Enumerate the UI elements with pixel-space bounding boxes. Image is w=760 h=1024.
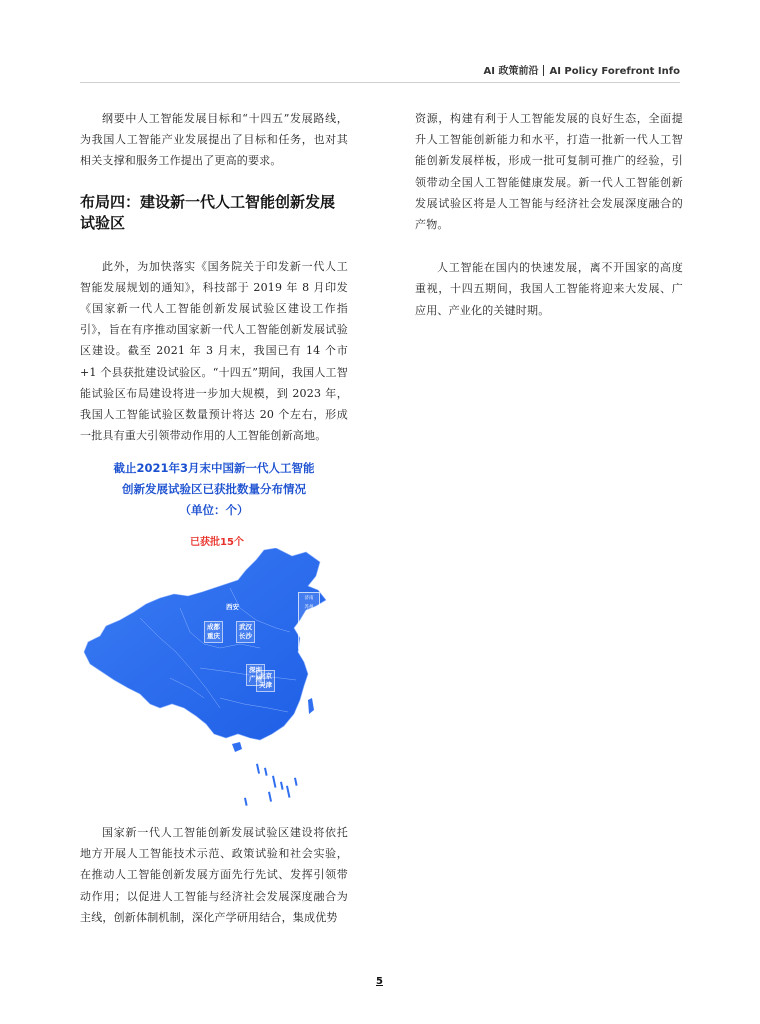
- right-paragraph-1: 资源，构建有利于人工智能发展的良好生态，全面提升人工智能创新能力和水平，打造一批新一代人工智能创新发展样板，形成一批可复制可推广的经验，引领带动全国人工智能健康发展。新一代人工智能创新发展试验区将是人工智能与经济社会发展深度融合的产物。: [415, 112, 683, 232]
- city-label-wuhan: 武汉: [239, 623, 252, 631]
- china-map: [80, 548, 348, 808]
- left-paragraph-1: 纲要中人工智能发展目标和“十四五”发展路线，为我国人工智能产业发展提出了目标和任务，也对其相关支撑和服务工作提出了更高的要求。: [80, 112, 348, 168]
- page-header: [484, 62, 680, 77]
- city-label-suzhou: 苏州: [304, 604, 314, 610]
- hainan-island: [232, 742, 242, 752]
- city-label-chengdu: 成都: [207, 623, 220, 631]
- header-divider: [543, 65, 544, 76]
- header-title-en: AI Policy Forefront Info: [549, 66, 680, 77]
- city-label-deqing: 德清县: [302, 638, 316, 644]
- city-label-chongqing: 重庆: [207, 632, 220, 640]
- city-box-central: [236, 621, 255, 643]
- city-label-jinan: 济南: [304, 596, 314, 601]
- header-rule: [80, 82, 680, 83]
- left-paragraph-2: 此外，为加快落实《国务院关于印发新一代人工智能发展规划的通知》，科技部于 2019 年 8 月印发《国家新一代人工智能创新发展试验区建设工作指引》，旨在有序推动国家新一代人工智能创新发展试验区建设。截至 2021 年 3 月末，我国已有 14 个市 +1 个县获批建设试验区。“十四五”期间，我国人工智能试验区布局建设将进一步加大规模，到 2023 年，我国人工智能试验区数量预计将达 20 个左右，形成一批具有重大引领带动作用的人工智能创新高地。: [80, 259, 348, 443]
- china-map-figure: [80, 458, 348, 808]
- section-heading: 布局四：建设新一代人工智能创新发展试验区: [80, 192, 336, 232]
- city-box-south: [246, 664, 265, 686]
- city-label-shenzhen: 深圳: [249, 666, 262, 674]
- left-paragraph-3: 国家新一代人工智能创新发展试验区建设将依托地方开展人工智能技术示范、政策试验和社会实验，在推动人工智能创新发展方面先行先试、发挥引领带动作用；以促进人工智能与经济社会发展深度融合为主线，创新体制机制，深化产学研用结合，集成优势: [80, 826, 348, 924]
- city-label-guangzhou: 广州: [249, 675, 262, 683]
- city-label-beijing: 北京: [259, 672, 272, 680]
- right-paragraph-2: 人工智能在国内的快速发展，离不开国家的高度重视，十四五期间，我国人工智能将迎来大发展、广应用、产业化的关键时期。: [415, 261, 683, 317]
- approved-count-label: 已获批15个: [190, 537, 244, 548]
- city-label-shanghai: 上海: [304, 621, 314, 627]
- figure-title-line-2: 创新发展试验区已获批数量分布情况: [122, 482, 306, 496]
- south-china-sea-islands: [244, 764, 298, 806]
- city-label-tianjin: 天津: [259, 681, 272, 689]
- city-box-southwest: [204, 621, 223, 643]
- taiwan-island: [308, 698, 314, 714]
- city-label-hefei: 合肥: [304, 613, 314, 618]
- city-label-xian: 西安: [226, 603, 239, 611]
- left-column: [80, 108, 348, 446]
- left-bottom-text: [80, 822, 348, 928]
- city-label-changsha: 长沙: [239, 632, 252, 640]
- city-label-hangzhou: 杭州: [304, 630, 314, 635]
- page-number: 5: [376, 976, 383, 987]
- figure-title-line-3: （单位：个）: [179, 503, 249, 517]
- figure-title-line-1: 截止2021年3月末中国新一代人工智能: [113, 461, 315, 475]
- header-title-cn: AI 政策前沿: [483, 66, 539, 77]
- right-column: [415, 108, 683, 321]
- city-box-east: [298, 592, 320, 649]
